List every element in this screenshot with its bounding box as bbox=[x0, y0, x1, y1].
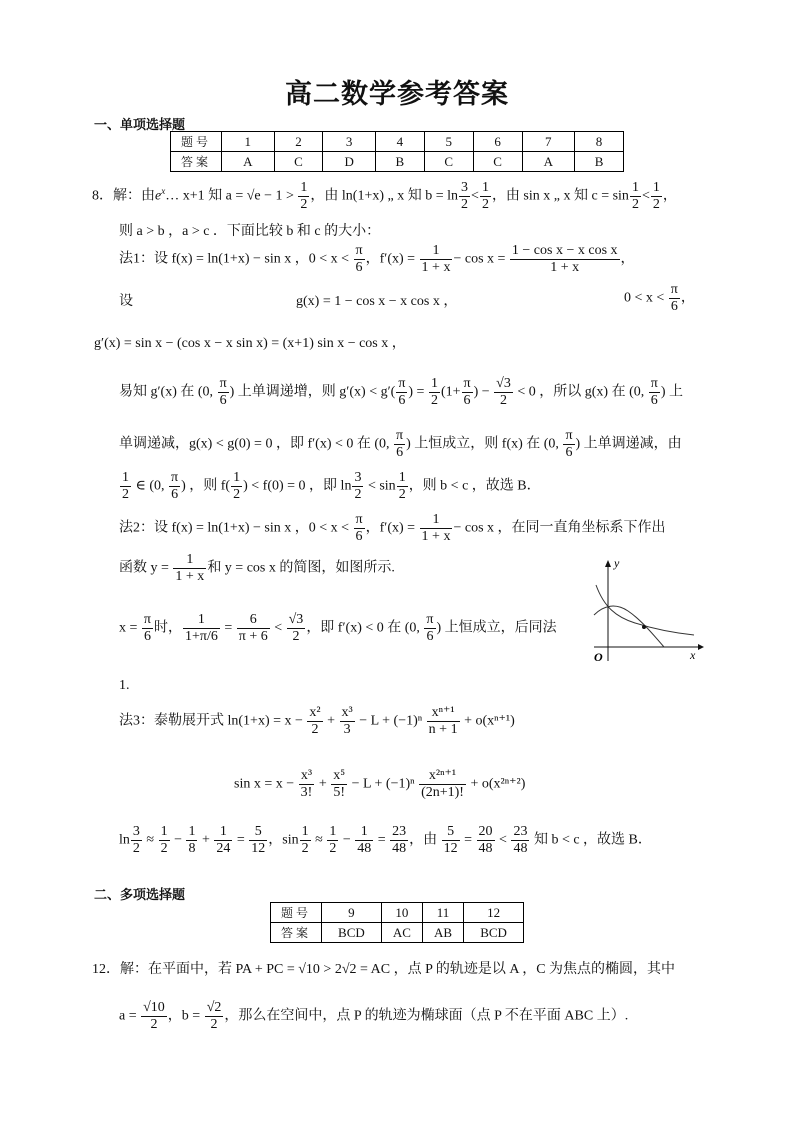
table-cell: 9 bbox=[322, 903, 382, 923]
fraction bbox=[651, 180, 662, 213]
text: 8．解：由 bbox=[92, 188, 155, 204]
math-text: π + 6 bbox=[238, 629, 268, 644]
fraction bbox=[511, 824, 529, 857]
math-text: 1 bbox=[329, 824, 337, 839]
table-cell: BCD bbox=[322, 923, 382, 943]
math-text: 函数 y = bbox=[119, 560, 173, 576]
math-text: 48 bbox=[357, 841, 372, 856]
table-cell: C bbox=[473, 152, 522, 172]
method3-sin bbox=[234, 768, 525, 801]
math-text: 1 bbox=[173, 552, 206, 569]
fraction bbox=[205, 1000, 224, 1033]
math-text: ≈ bbox=[142, 832, 158, 848]
math-text: 2 bbox=[430, 393, 438, 408]
math-text: π bbox=[463, 376, 471, 391]
math-text: 1 bbox=[398, 470, 406, 485]
math-text: x²ⁿ⁺¹ bbox=[419, 768, 466, 785]
math-text: ) 上恒成立，则 f(x) 在 (0, bbox=[406, 436, 563, 452]
method1-line: 法1：设 f(x) = ln(1+x) − sin x ，0 < x < $\frac{\pi}{6}$ ，f′(x) = $\frac{1}{1 + x}$ − cos x = $\frac{\text{1 − cos x − x cos x}}{1 + x}$ ， bbox=[119, 243, 635, 275]
math-text: x³ bbox=[341, 705, 353, 720]
math-text: ) ，则 f( bbox=[181, 478, 231, 494]
math-text: sin x = x − bbox=[234, 776, 298, 792]
text: e bbox=[155, 188, 162, 204]
math-text: 2 bbox=[329, 841, 337, 856]
text: ，由 ln(1+x) „ x 知 b = ln bbox=[310, 188, 459, 204]
fraction bbox=[420, 512, 453, 545]
math-text: 48 bbox=[478, 841, 493, 856]
math-text: π bbox=[396, 428, 404, 443]
math-text: + o(x²ⁿ⁺²) bbox=[466, 776, 526, 792]
table-cell: 8 bbox=[575, 132, 624, 152]
math-text: ) 上恒成立，后同法 bbox=[436, 620, 557, 636]
fraction bbox=[649, 376, 660, 409]
table-cell: B bbox=[575, 152, 624, 172]
math-text: 6 bbox=[426, 629, 434, 644]
math-text: < bbox=[270, 620, 286, 636]
table-header-label: 题号 bbox=[171, 132, 222, 152]
table-cell: 4 bbox=[375, 132, 424, 152]
math-text: 2 bbox=[301, 841, 309, 856]
table-cell: 12 bbox=[464, 903, 524, 923]
math-text: 1 bbox=[430, 376, 438, 391]
math-text: 1+π/6 bbox=[184, 629, 218, 644]
arrow-icon bbox=[698, 644, 704, 650]
g-range: 0 < x < $\frac{\pi}{6}$ ， bbox=[624, 282, 695, 314]
math-text: − bbox=[170, 832, 186, 848]
method1-explain-1 bbox=[119, 376, 683, 409]
math-text: 1 bbox=[183, 612, 220, 629]
q12-line-1: 12．解：在平面中，若 PA + PC = √10 > 2√2 = AC ，点 P 的轨迹是以 A ，C 为焦点的椭圆，其中 bbox=[92, 962, 676, 977]
math-text: + bbox=[323, 713, 339, 729]
table-cell: 6 bbox=[473, 132, 522, 152]
method1-explain-3 bbox=[119, 470, 541, 503]
fraction bbox=[327, 824, 338, 857]
math-text: 3 bbox=[132, 824, 140, 839]
math-text: 1 bbox=[300, 180, 308, 195]
math-text: √2 bbox=[206, 1000, 222, 1015]
math-text: 2 bbox=[311, 722, 319, 737]
fraction bbox=[424, 612, 435, 645]
math-text: 2 bbox=[233, 487, 241, 502]
fraction bbox=[331, 768, 347, 801]
table-cell: AC bbox=[381, 923, 422, 943]
table-header-label: 答案 bbox=[171, 152, 222, 172]
math-text: 5 bbox=[249, 824, 267, 841]
math-text: x³ bbox=[299, 768, 315, 785]
math-text: < bbox=[495, 832, 511, 848]
origin-label: O bbox=[594, 650, 603, 664]
math-text: 1 bbox=[420, 243, 453, 260]
method3-conclusion bbox=[119, 824, 652, 857]
table-cell: C bbox=[274, 152, 323, 172]
math-text: √3 bbox=[496, 376, 511, 391]
math-text: 48 bbox=[392, 841, 407, 856]
text: 0 < x < bbox=[624, 290, 668, 306]
math-text: ，sin bbox=[268, 832, 299, 848]
table-row bbox=[271, 923, 524, 943]
table-cell: AB bbox=[422, 923, 463, 943]
math-text: = bbox=[460, 832, 476, 848]
table-cell: D bbox=[323, 152, 376, 172]
math-text: 6 bbox=[398, 393, 406, 408]
math-text: 1 bbox=[160, 824, 168, 839]
math-text: ，f′(x) = bbox=[365, 520, 419, 536]
math-text: 2 bbox=[461, 197, 469, 212]
fraction bbox=[477, 824, 495, 857]
method2-line-3 bbox=[119, 612, 557, 645]
math-text: 1 + x bbox=[175, 569, 205, 584]
math-text: + bbox=[315, 776, 331, 792]
math-text: n + 1 bbox=[428, 722, 458, 737]
table-cell: 7 bbox=[522, 132, 575, 152]
x-label: x bbox=[690, 648, 696, 662]
math-text: 1 bbox=[481, 180, 489, 195]
table-header-label: 答案 bbox=[271, 923, 322, 943]
fraction bbox=[354, 512, 365, 545]
math-text: ) < f(0) = 0 ，即 ln bbox=[243, 478, 352, 494]
math-text: 2 bbox=[210, 1017, 218, 1032]
math-text: 和 y = cos x 的简图，如图所示. bbox=[207, 560, 395, 576]
math-text: 12 bbox=[443, 841, 458, 856]
arrow-icon bbox=[605, 560, 611, 567]
fraction bbox=[186, 824, 197, 857]
fraction bbox=[354, 243, 365, 276]
math-text: π bbox=[670, 282, 678, 297]
math-text: 时， bbox=[153, 620, 182, 636]
answer-table-single bbox=[170, 131, 624, 172]
fraction bbox=[141, 1000, 167, 1033]
math-text: (1+ bbox=[440, 384, 461, 400]
text: ，f′(x) = bbox=[365, 251, 419, 267]
math-text: = bbox=[233, 832, 249, 848]
fraction bbox=[429, 376, 440, 409]
math-text: 2 bbox=[160, 841, 168, 856]
math-text: 1 bbox=[652, 180, 660, 195]
math-text: x² bbox=[309, 705, 321, 720]
math-text: ) 上 bbox=[660, 384, 683, 400]
fraction bbox=[183, 612, 220, 645]
math-text: 1 bbox=[122, 470, 129, 485]
math-text: 6 bbox=[237, 612, 270, 629]
fraction bbox=[169, 470, 180, 503]
intersection-point bbox=[642, 625, 646, 629]
math-text: 2 bbox=[652, 197, 660, 212]
fraction bbox=[299, 768, 315, 801]
math-text: 6 bbox=[355, 260, 363, 275]
math-text: ，则 b < c ，故选 B． bbox=[408, 478, 541, 494]
math-text: √10 bbox=[143, 1000, 165, 1015]
fraction bbox=[298, 180, 309, 213]
math-text: π bbox=[650, 376, 658, 391]
math-text: 2 bbox=[500, 393, 507, 408]
math-text: 3 bbox=[461, 180, 469, 195]
math-text: 2 bbox=[398, 487, 406, 502]
math-text: 2 bbox=[292, 629, 300, 644]
math-text: xⁿ⁺¹ bbox=[427, 705, 460, 722]
math-text: 6 bbox=[355, 529, 363, 544]
text: − cos x = bbox=[453, 251, 509, 267]
math-text: ≈ bbox=[311, 832, 327, 848]
math-text: π bbox=[355, 243, 363, 258]
y-label: y bbox=[614, 556, 620, 570]
math-text: 1 bbox=[631, 180, 639, 195]
fraction bbox=[459, 180, 470, 213]
math-text: x = bbox=[119, 620, 141, 636]
fraction bbox=[462, 376, 473, 409]
math-text: 知 b < c ，故选 B． bbox=[530, 832, 652, 848]
math-text: 1 bbox=[188, 824, 196, 839]
math-text: 48 bbox=[513, 841, 528, 856]
math-text: 1 bbox=[301, 824, 309, 839]
math-text: 5 bbox=[442, 824, 460, 841]
table-row bbox=[171, 152, 624, 172]
fraction bbox=[480, 180, 491, 213]
math-text: 6 bbox=[463, 393, 471, 408]
fraction bbox=[397, 470, 408, 503]
math-text: 2 bbox=[122, 487, 129, 502]
text: x bbox=[161, 186, 166, 197]
method2-line-2 bbox=[119, 552, 395, 585]
math-text: 24 bbox=[216, 841, 231, 856]
table-header-label: 题号 bbox=[271, 903, 322, 923]
fraction bbox=[427, 705, 460, 738]
fraction bbox=[120, 470, 131, 503]
fraction bbox=[420, 243, 453, 276]
fraction bbox=[249, 824, 267, 857]
fraction bbox=[131, 824, 142, 857]
table-cell: 1 bbox=[222, 132, 275, 152]
q12-line-2 bbox=[119, 1000, 628, 1033]
math-text: < 0 ，所以 g(x) 在 (0, bbox=[513, 384, 648, 400]
math-text: π bbox=[219, 376, 227, 391]
fraction bbox=[159, 824, 170, 857]
table-row bbox=[271, 903, 524, 923]
math-text: 2 bbox=[132, 841, 140, 856]
math-text: 1 bbox=[355, 824, 373, 841]
math-text: + bbox=[198, 832, 214, 848]
table-cell: B bbox=[375, 152, 424, 172]
math-text: 6 bbox=[670, 299, 678, 314]
math-text: ，即 f′(x) < 0 在 (0, bbox=[306, 620, 424, 636]
fraction bbox=[214, 824, 232, 857]
fraction bbox=[218, 376, 229, 409]
math-text: 23 bbox=[392, 824, 407, 839]
math-text: 法3：泰勒展开式 ln(1+x) = x − bbox=[119, 713, 307, 729]
math-text: ln bbox=[119, 832, 130, 848]
table-cell: 3 bbox=[323, 132, 376, 152]
math-text: 1 + x bbox=[421, 260, 451, 275]
math-text: 3 bbox=[343, 722, 351, 737]
math-text: 3! bbox=[300, 785, 313, 800]
math-text: π bbox=[426, 612, 434, 627]
math-text: ) − bbox=[473, 384, 494, 400]
math-text: a = bbox=[119, 1008, 141, 1024]
method2-line-1 bbox=[119, 512, 666, 545]
math-text: ) 上单调递增，则 g′(x) < g′( bbox=[229, 384, 396, 400]
table-cell: 5 bbox=[424, 132, 473, 152]
math-text: 2 bbox=[150, 1017, 158, 1032]
method3-ln bbox=[119, 705, 515, 738]
math-text: ，那么在空间中，点 P 的轨迹为椭球面（点 P 不在平面 ABC 上）. bbox=[224, 1008, 629, 1024]
table-cell: A bbox=[522, 152, 575, 172]
math-text: ) 上单调递减，由 bbox=[575, 436, 682, 452]
table-row bbox=[171, 132, 624, 152]
math-text: 23 bbox=[513, 824, 528, 839]
math-text: − bbox=[339, 832, 355, 848]
table-cell: C bbox=[424, 152, 473, 172]
math-text: ) = bbox=[408, 384, 428, 400]
math-text: 20 bbox=[478, 824, 493, 839]
math-text: ，由 bbox=[409, 832, 441, 848]
math-text: + o(xⁿ⁺¹) bbox=[460, 713, 515, 729]
math-text: π bbox=[143, 612, 151, 627]
math-text: = bbox=[374, 832, 390, 848]
section-heading-single-choice: 一、单项选择题 bbox=[94, 118, 186, 133]
math-text: (2n+1)! bbox=[421, 785, 464, 800]
math-text: 12 bbox=[251, 841, 266, 856]
set-label: 设 bbox=[119, 294, 133, 309]
text: ，由 sin x „ x 知 c = sin bbox=[491, 188, 629, 204]
math-text: ∈ (0, bbox=[132, 478, 169, 494]
fraction bbox=[630, 180, 641, 213]
math-text: 6 bbox=[143, 629, 151, 644]
math-text: 6 bbox=[650, 393, 658, 408]
text: … x+1 知 a = √e − 1 > bbox=[165, 188, 298, 204]
fraction bbox=[300, 824, 311, 857]
cos-graph-figure bbox=[590, 555, 705, 665]
method1-explain-2 bbox=[119, 428, 682, 461]
math-text: 1 bbox=[233, 470, 241, 485]
math-text: 易知 g′(x) 在 (0, bbox=[119, 384, 217, 400]
fraction bbox=[173, 552, 206, 585]
fraction bbox=[287, 612, 306, 645]
math-text: √3 bbox=[288, 612, 304, 627]
fraction bbox=[394, 428, 405, 461]
math-text: 2 bbox=[354, 487, 362, 502]
math-text: 法2：设 f(x) = ln(1+x) − sin x ，0 < x < bbox=[119, 520, 353, 536]
math-text: 2 bbox=[300, 197, 308, 212]
fraction bbox=[563, 428, 574, 461]
math-text: 1 bbox=[420, 512, 453, 529]
fraction bbox=[510, 243, 620, 276]
section-heading-multi-choice: 二、多项选择题 bbox=[94, 888, 186, 903]
math-text: 1 bbox=[214, 824, 232, 841]
fraction bbox=[231, 470, 242, 503]
math-text: π bbox=[171, 470, 179, 485]
fraction bbox=[669, 282, 680, 315]
fraction bbox=[352, 470, 363, 503]
math-text: 2 bbox=[631, 197, 639, 212]
math-text: 8 bbox=[188, 841, 196, 856]
math-text: 1 + x bbox=[421, 529, 451, 544]
fraction bbox=[340, 705, 355, 738]
table-cell: 2 bbox=[274, 132, 323, 152]
math-text: 单调递减，g(x) < g(0) = 0 ，即 f′(x) < 0 在 (0, bbox=[119, 436, 394, 452]
table-cell: A bbox=[222, 152, 275, 172]
g-prime: g′(x) = sin x − (cos x − x sin x) = (x+1) sin x − cos x ， bbox=[94, 336, 406, 351]
math-text: π bbox=[398, 376, 406, 391]
math-text: 1 + x bbox=[550, 260, 580, 275]
fraction bbox=[396, 376, 407, 409]
math-text: π bbox=[355, 512, 363, 527]
math-text: π bbox=[565, 428, 573, 443]
math-text: − L + (−1)ⁿ bbox=[355, 713, 426, 729]
math-text: 5! bbox=[333, 785, 345, 800]
fraction bbox=[237, 612, 270, 645]
answer-table-multi bbox=[270, 902, 524, 943]
math-text: x⁵ bbox=[333, 768, 346, 783]
text: 法1：设 f(x) = ln(1+x) − sin x ，0 < x < bbox=[119, 251, 353, 267]
q8-line-1: 8．解：由$e^x\dots$ x+1 知 a = √e − 1 > $\frac{1}{2}$ ，由 ln(1+x) „ x 知 b = ln $\frac{3}{2}$ < $\frac{1}{2}$ ，由 sin x „ x 知 c = sin $\frac{1}{2}$ < $\frac{1}{2}$ ， bbox=[92, 180, 677, 212]
math-text: = bbox=[220, 620, 236, 636]
table-cell: 10 bbox=[381, 903, 422, 923]
math-text: ，b = bbox=[167, 1008, 204, 1024]
math-text: − L + (−1)ⁿ bbox=[348, 776, 419, 792]
math-text: 6 bbox=[565, 445, 573, 460]
math-text: 1 − cos x − x cos x bbox=[511, 243, 618, 258]
table-cell: BCD bbox=[464, 923, 524, 943]
math-text: < sin bbox=[364, 478, 396, 494]
math-text: 6 bbox=[396, 445, 404, 460]
math-text: − cos x ，在同一直角坐标系下作出 bbox=[453, 520, 666, 536]
math-text: 2 bbox=[481, 197, 489, 212]
math-text: 6 bbox=[219, 393, 227, 408]
page-title: 高二数学参考答案 bbox=[285, 79, 509, 110]
fraction bbox=[419, 768, 466, 801]
fraction bbox=[307, 705, 322, 738]
math-text: 3 bbox=[354, 470, 362, 485]
fraction bbox=[442, 824, 460, 857]
curve-cos bbox=[594, 606, 664, 647]
fraction bbox=[390, 824, 408, 857]
fraction bbox=[355, 824, 373, 857]
q8-line-2: 则 a > b ，a > c ．下面比较 b 和 c 的大小： bbox=[119, 224, 381, 239]
fraction bbox=[142, 612, 153, 645]
g-definition: g(x) = 1 − cos x − x cos x ， bbox=[296, 294, 458, 309]
fraction bbox=[494, 376, 513, 409]
method2-line-4: 1. bbox=[119, 678, 130, 693]
math-text: 6 bbox=[171, 487, 179, 502]
table-cell: 11 bbox=[422, 903, 463, 923]
